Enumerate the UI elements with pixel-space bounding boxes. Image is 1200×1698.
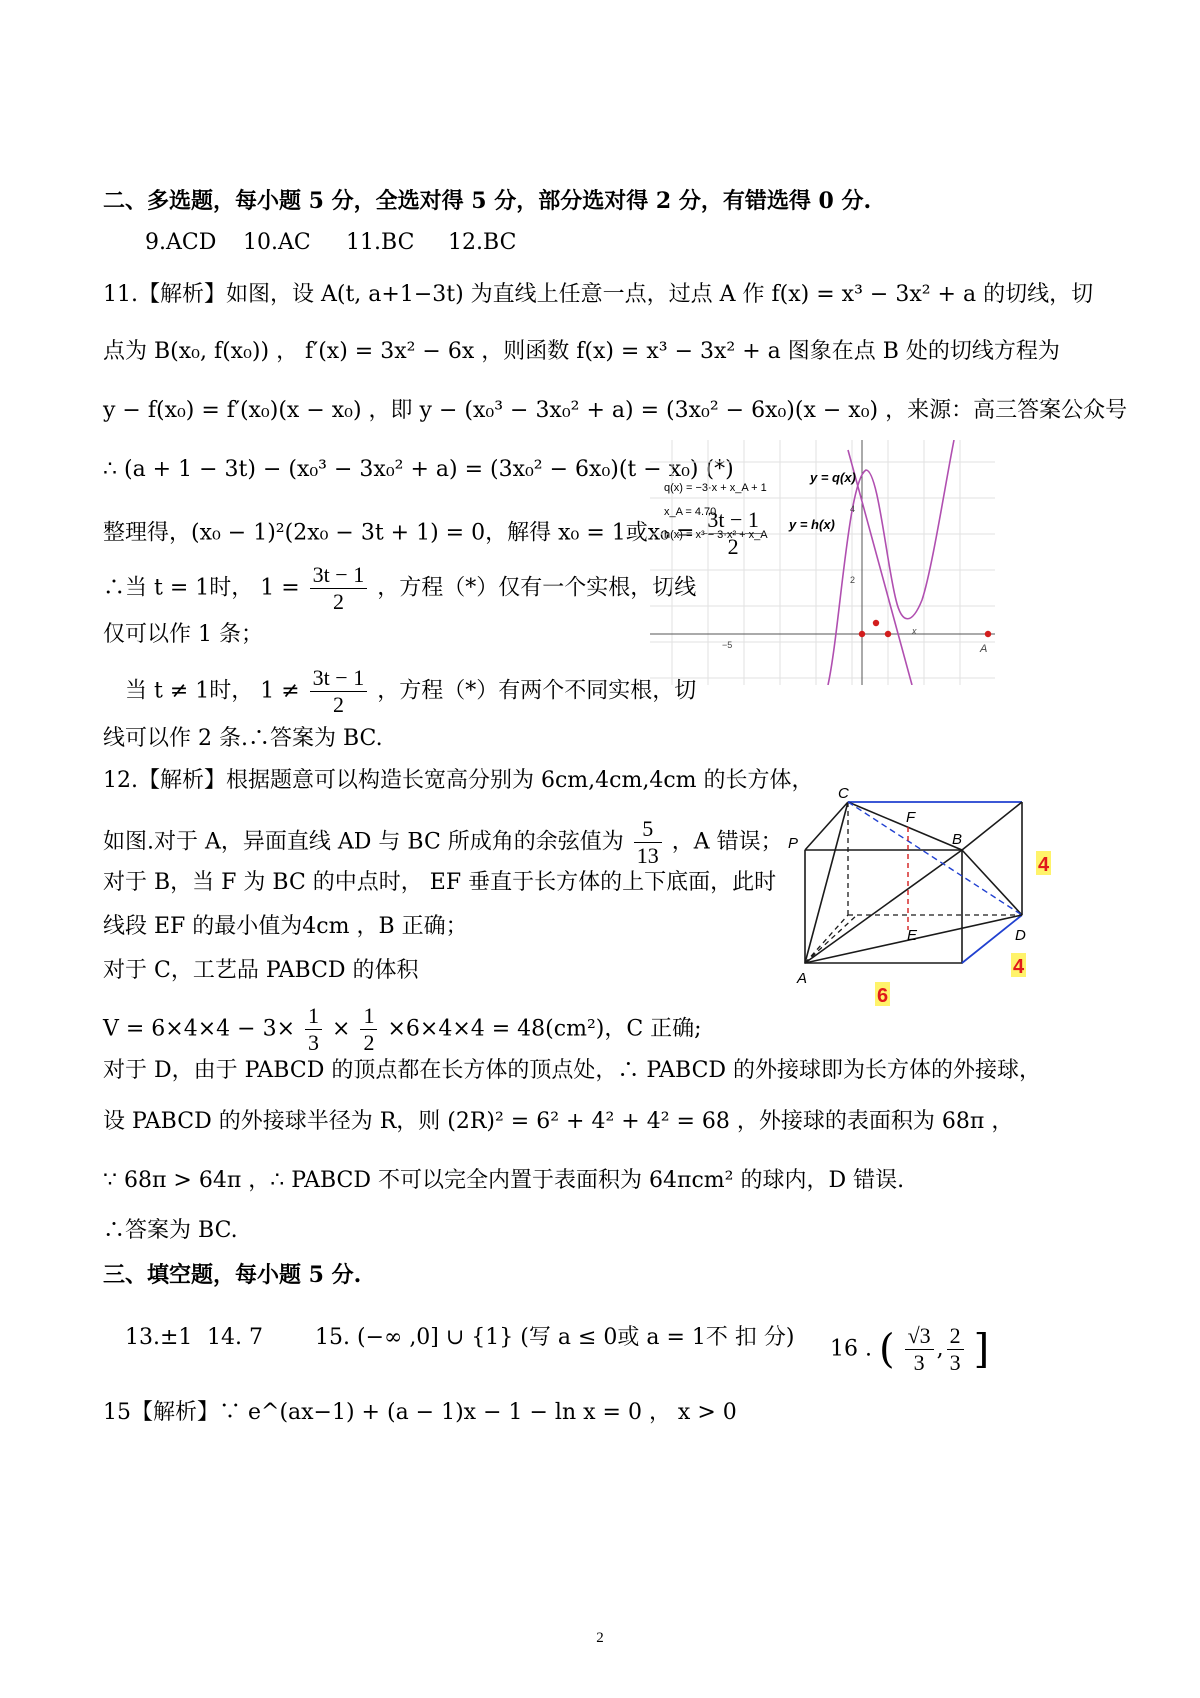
fraction-denominator: 2 (727, 534, 739, 559)
left-paren-glyph: ( (878, 1326, 895, 1373)
q12-fraction-half (360, 1003, 377, 1056)
dimension-length: 6 (877, 985, 889, 1007)
section2-answer-12: 12.BC (448, 230, 517, 255)
right-bracket-glyph: ] (973, 1326, 990, 1373)
answer-16-fraction-b (947, 1323, 964, 1376)
q15-line-1: 15【解析】∵ e^(ax−1) + (a − 1)x − 1 − ln x = 0 ， x > 0 (103, 1400, 737, 1425)
q11-line-3: y − f(x₀) = f′(x₀)(x − x₀) ，即 y − (x₀³ − 3x₀² + a) = (3x₀² − 6x₀)(x − x₀) ，来源：高三答案公众号 (103, 398, 1128, 423)
answer-16 (830, 1323, 989, 1376)
label-f: F (906, 809, 916, 826)
q12-line-3: 对于 B，当 F 为 BC 的中点时， EF 垂直于长方体的上下底面，此时 (103, 870, 777, 895)
q12-line-1: 12.【解析】根据题意可以构造长宽高分别为 6cm,4cm,4cm 的长方体， (103, 768, 814, 793)
q11-line-8-text: 当 t ≠ 1时， 1 ≠ (125, 678, 300, 704)
q12-line-2-tail: ，A 错误； (671, 829, 783, 855)
section2-answer-10: 10.AC (243, 230, 311, 255)
label-b: B (952, 831, 963, 848)
fraction-denominator: 3 (949, 1350, 961, 1375)
q11-line-7: 仅可以作 1 条； (103, 622, 263, 647)
q11-fraction-b (310, 562, 368, 615)
q11-line-4: ∴ (a + 1 − 3t) − (x₀³ − 3x₀² + a) = (3x₀² − 6x₀)(t − x₀) (*) (103, 457, 734, 482)
function-graph-figure (650, 440, 995, 685)
graph-point (985, 631, 991, 637)
q12-volume-text-c: ×6×4×4 = 48(cm²)，C 正确; (387, 1016, 702, 1042)
graph-tick-2: 2 (850, 575, 856, 585)
label-c: C (838, 785, 849, 802)
dimension-width: 4 (1013, 956, 1025, 978)
q11-line-9: 线可以作 2 条.∴答案为 BC. (103, 726, 383, 751)
graph-point (873, 620, 879, 626)
q12-line-5: 对于 C，工艺品 PABCD 的体积 (103, 958, 419, 983)
q11-line-5-text: 整理得，(x₀ − 1)²(2x₀ − 3t + 1) = 0，解得 x₀ = 1或x₀ = (103, 520, 695, 546)
line-q (848, 450, 912, 685)
graph-q-label: q(x) = −3·x + x_A + 1 (664, 482, 767, 494)
answer-16-fraction-a (905, 1323, 934, 1376)
fraction-denominator: 3 (308, 1030, 320, 1055)
section2-heading: 二、多选题，每小题 5 分，全选对得 5 分，部分选对得 2 分，有错选得 0 分. (103, 188, 872, 214)
fraction-numerator: 1 (360, 1003, 377, 1030)
fraction-denominator: 2 (332, 589, 344, 614)
q11-line-2: 点为 B(x₀, f(x₀)) ， f′(x) = 3x² − 6x ，则函数 f(x) = x³ − 3x² + a 图象在点 B 处的切线方程为 (103, 339, 1060, 364)
label-d: D (1015, 927, 1026, 944)
graph-point-a-label: A (980, 643, 988, 655)
q12-line-8: 设 PABCD 的外接球半径为 R，则 (2R)² = 6² + 4² + 4² = 68 ，外接球的表面积为 68π ， (103, 1109, 1014, 1134)
q12-line-2-text: 如图.对于 A，异面直线 AD 与 BC 所成角的余弦值为 (103, 829, 624, 855)
fraction-numerator: 2 (947, 1323, 964, 1350)
graph-xa-label: x_A = 4.70 (664, 506, 717, 518)
section3-heading: 三、填空题，每小题 5 分. (103, 1262, 362, 1288)
answer-14: 14. 7 (207, 1325, 263, 1350)
q11-line-6 (103, 562, 696, 615)
label-p: P (788, 835, 799, 852)
cuboid-edge (962, 802, 1022, 850)
q11-line-6-tail: ，方程（*）仅有一个实根，切线 (377, 575, 697, 601)
pyramid-edge-cd (848, 802, 1022, 915)
fraction-denominator: 3 (913, 1350, 925, 1375)
fraction-numerator: 3t − 1 (310, 665, 368, 692)
q11-line-1: 11.【解析】如图，设 A(t, a+1−3t) 为直线上任意一点，过点 A 作 f(x) = x³ − 3x² + a 的切线，切 (103, 282, 1094, 307)
q12-fraction-third (305, 1003, 322, 1056)
q12-line-9: ∵ 68π > 64π ，∴ PABCD 不可以完全内置于表面积为 64πcm² 的球内，D 错误. (103, 1168, 905, 1193)
label-a: A (797, 970, 808, 987)
fraction-denominator: 2 (363, 1030, 375, 1055)
section2-answer-9: 9.ACD (145, 230, 217, 255)
graph-x-label: x (912, 626, 917, 636)
label-e: E (907, 927, 918, 944)
q12-volume-text-b: × (332, 1016, 351, 1042)
graph-yq-label: y = q(x) (810, 470, 856, 485)
q12-line-4: 线段 EF 的最小值为4cm ，B 正确； (103, 914, 468, 939)
q12-line-6 (103, 1003, 702, 1056)
graph-yh-label: y = h(x) (789, 517, 835, 532)
graph-tick-neg5: −5 (722, 640, 733, 650)
graph-tick-4: 4 (850, 504, 856, 514)
fraction-numerator: 5 (634, 816, 662, 843)
answer-16-label: 16 . (830, 1336, 872, 1362)
fraction-numerator: 3t − 1 (310, 562, 368, 589)
q11-line-8 (125, 665, 696, 718)
q12-line-2 (103, 816, 783, 869)
pyramid-edge-cb (848, 802, 962, 850)
q12-line-7: 对于 D，由于 PABCD 的顶点都在长方体的顶点处，∴ PABCD 的外接球即为长方体的外接球， (103, 1058, 1042, 1083)
graph-h-label: h(x) = x³ − 3·x² + x_A (664, 529, 768, 541)
q12-fraction-cos (634, 816, 662, 869)
answer-13: 13.±1 (125, 1325, 193, 1350)
q11-line-8-tail: ，方程（*）有两个不同实根，切 (377, 678, 697, 704)
cuboid-figure (785, 780, 1060, 1010)
answer-15: 15. (−∞ ,0] ∪ {1} (写 a ≤ 0或 a = 1不 扣 分) (315, 1325, 795, 1350)
cuboid-hidden-edge (805, 915, 857, 963)
dimension-height: 4 (1038, 854, 1050, 876)
q12-line-10: ∴答案为 BC. (103, 1218, 238, 1243)
fraction-denominator: 13 (636, 843, 659, 868)
page-number: 2 (596, 1630, 604, 1646)
fraction-numerator: 3t − 1 (704, 507, 762, 534)
q11-line-6-text: ∴当 t = 1时， 1 = (103, 575, 300, 601)
comma-glyph: , (936, 1336, 944, 1362)
q11-fraction-c (310, 665, 368, 718)
pyramid-edge-bd (962, 850, 1022, 915)
fraction-numerator: 1 (305, 1003, 322, 1030)
fraction-numerator: √3 (905, 1323, 934, 1350)
graph-point (859, 631, 865, 637)
q12-volume-text-a: V = 6×4×4 − 3× (103, 1016, 296, 1042)
fraction-denominator: 2 (332, 692, 344, 717)
graph-point (885, 631, 891, 637)
section2-answer-11: 11.BC (346, 230, 415, 255)
